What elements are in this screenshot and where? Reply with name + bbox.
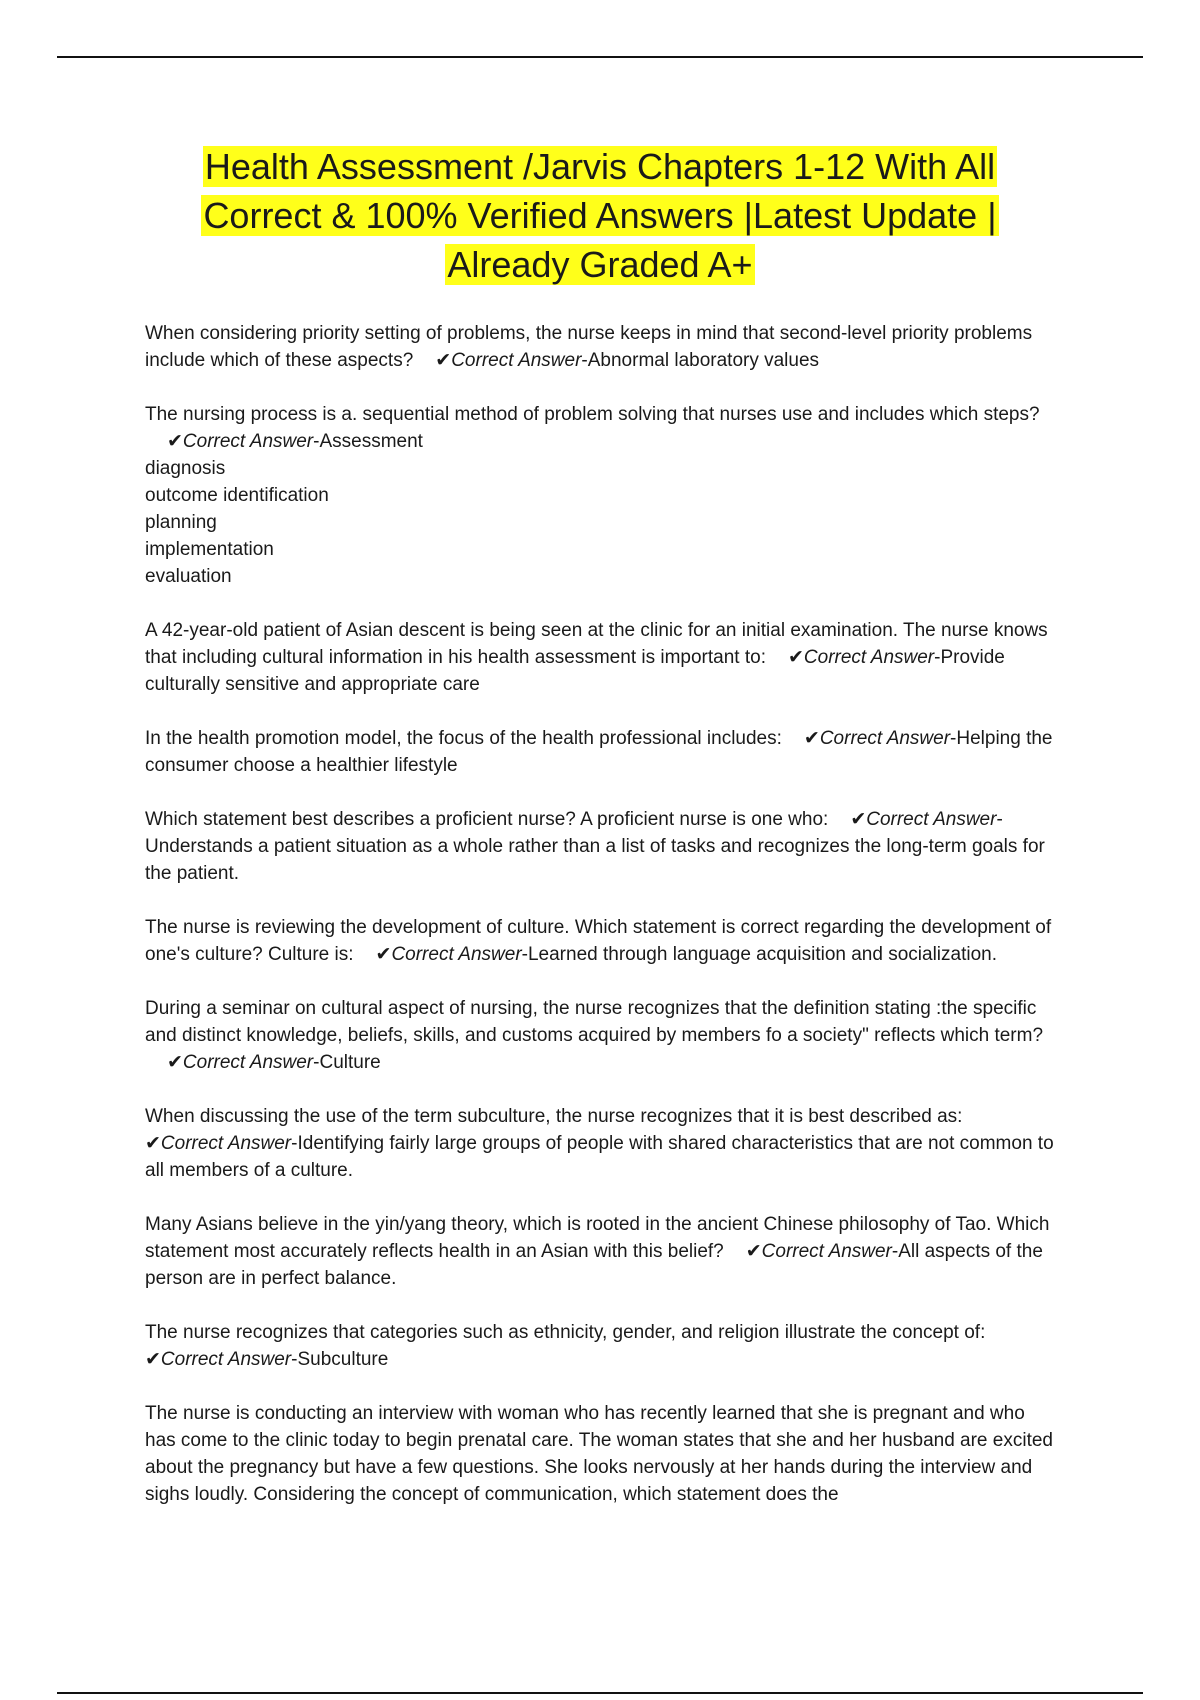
- footer-rule: [57, 1692, 1143, 1694]
- qa-list: [145, 320, 1060, 1535]
- correct-answer-label: Correct Answer: [803, 647, 935, 668]
- answer-line: evaluation: [145, 566, 232, 587]
- correct-answer-label: Correct Answer: [182, 1052, 314, 1073]
- correct-answer-label: Correct Answer: [391, 944, 522, 965]
- header-rule: [57, 56, 1143, 58]
- qa-item: [145, 806, 1060, 887]
- qa-item: [145, 1211, 1060, 1292]
- qa-item: [145, 1400, 1060, 1508]
- question-text: The nurse recognizes that categories such as ethnicity, gender, and religion illustrate the concept of:: [145, 1322, 986, 1343]
- qa-item: [145, 401, 1060, 590]
- question-text: In the health promotion model, the focus of the health professional includes:: [145, 728, 782, 749]
- answer-line: diagnosis: [145, 458, 226, 479]
- qa-item: [145, 725, 1060, 779]
- correct-answer-label: Correct Answer: [819, 728, 951, 749]
- check-icon: ✔: [145, 1349, 161, 1370]
- check-icon: ✔: [803, 728, 820, 749]
- correct-answer-label: Correct Answer: [451, 350, 582, 371]
- question-text: During a seminar on cultural aspect of nursing, the nurse recognizes that the definition stating :the specific and distinct knowledge, beliefs, skills, and customs acquired by members fo a society" reflects which term?: [145, 998, 1044, 1046]
- question-text: When considering priority setting of problems, the nurse keeps in mind that second-level priority problems include which of these aspects?: [145, 323, 1033, 371]
- check-icon: ✔: [787, 647, 804, 668]
- question-text: The nurse is conducting an interview with woman who has recently learned that she is pregnant and who has come to the clinic today to begin prenatal care. The woman states that she and her husband are excited about the pregnancy but have a few questions. She looks nervously at her hands during the interview and sighs loudly. Considering the concept of communication, which statement does the: [145, 1403, 1053, 1505]
- answer-text: -Understands a patient situation as a whole rather than a list of tasks and recognizes the long-term goals for the patient.: [145, 809, 1045, 884]
- answer-text: -Culture: [313, 1052, 381, 1073]
- question-text: When discussing the use of the term subculture, the nurse recognizes that it is best described as:: [145, 1106, 963, 1127]
- correct-answer-label: Correct Answer: [761, 1241, 892, 1262]
- qa-item: [145, 995, 1060, 1076]
- question-text: Which statement best describes a proficient nurse? A proficient nurse is one who:: [145, 809, 829, 830]
- answer-text: -Assessment: [313, 431, 423, 452]
- answer-text: -Identifying fairly large groups of people with shared characteristics that are not common to all members of a culture.: [145, 1133, 1054, 1181]
- check-icon: ✔: [167, 431, 183, 452]
- correct-answer-label: Correct Answer: [160, 1349, 292, 1370]
- answer-line: planning: [145, 512, 217, 533]
- qa-item: [145, 1319, 1060, 1373]
- answer-text: -Abnormal laboratory values: [581, 350, 820, 371]
- correct-answer-label: Correct Answer: [866, 809, 997, 830]
- answer-text: -Helping the consumer choose a healthier lifestyle: [145, 728, 1053, 776]
- answer-text: -Provide culturally sensitive and appropriate care: [145, 647, 1005, 695]
- qa-item: [145, 320, 1060, 374]
- qa-item: [145, 914, 1060, 968]
- answer-text: -All aspects of the person are in perfect balance.: [145, 1241, 1043, 1289]
- qa-item: [145, 1103, 1060, 1184]
- question-text: Many Asians believe in the yin/yang theory, which is rooted in the ancient Chinese philosophy of Tao. Which statement most accurately reflects health in an Asian with this belief?: [145, 1214, 1050, 1262]
- correct-answer-label: Correct Answer: [160, 1133, 292, 1154]
- answer-line: outcome identification: [145, 485, 329, 506]
- question-text: The nurse is reviewing the development of culture. Which statement is correct regarding the development of one's culture? Culture is:: [145, 917, 1052, 965]
- check-icon: ✔: [375, 944, 392, 965]
- answer-line: implementation: [145, 539, 274, 560]
- correct-answer-label: Correct Answer: [182, 431, 314, 452]
- check-icon: ✔: [850, 809, 867, 830]
- question-text: A 42-year-old patient of Asian descent is being seen at the clinic for an initial examination. The nurse knows that including cultural information in his health assessment is important to:: [145, 620, 1048, 668]
- check-icon: ✔: [167, 1052, 183, 1073]
- question-text: The nursing process is a. sequential method of problem solving that nurses use and includes which steps?: [145, 404, 1040, 425]
- check-icon: ✔: [145, 1133, 161, 1154]
- qa-item: [145, 617, 1060, 698]
- document-title: [150, 142, 1050, 289]
- answer-text: -Learned through language acquisition and socialization.: [521, 944, 997, 965]
- answer-text: -Subculture: [291, 1349, 389, 1370]
- check-icon: ✔: [435, 350, 452, 371]
- document-title-text: Health Assessment /Jarvis Chapters 1-12 With All Correct & 100% Verified Answers |Latest Update | Already Graded A+: [203, 146, 997, 285]
- check-icon: ✔: [745, 1241, 762, 1262]
